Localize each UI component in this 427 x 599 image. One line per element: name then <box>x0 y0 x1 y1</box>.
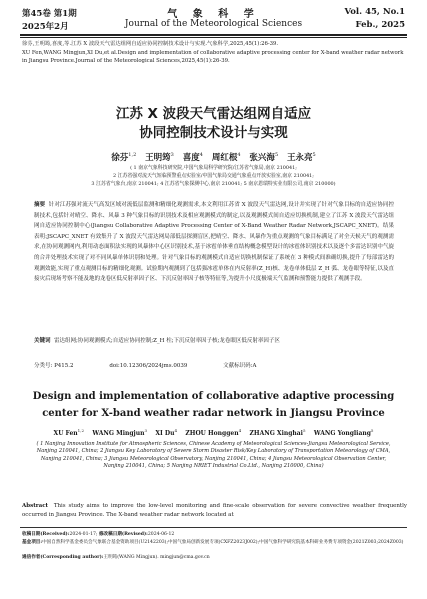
date-cn: 2025年2月 <box>22 22 69 32</box>
author-en: XU Fen$^{1,2}$ <box>53 428 85 437</box>
abstract-en-text: This study aims to improve the low-level monitoring and fine-scale observation for severe convective weather frequently occurred in Jiangsu Province. The X-band weather radar network located at <box>22 503 407 518</box>
document-code: 文献标识码:A <box>223 363 257 369</box>
affiliation-cn-line2: 2 江苏省强对流天气短临预警重点实验室/中国气象局交通气象重点开放实验室,南京 210041; <box>113 173 314 179</box>
affiliation-cn-line3: 3 江苏省气象台,南京 210041; 4 江苏省气象探测中心,南京 210041; 5 南京恩瑞特实业有限公司,南京 210000) <box>91 181 336 187</box>
keywords-cn-label: 关键词 <box>34 338 51 344</box>
footnote-funding: 基金项目:中国自然科学基金委员会气象联合基金资助项目(U2142203);中国气象局创新发展专项(CXFZ2023J002);中国气象科学研究院基本科研业务费专项资金(2021Z003;2024Z003) <box>22 540 404 545</box>
title-en-line1: Design and implementation of collaborative adaptive processing <box>32 391 395 402</box>
citation-cn: 徐芬,王明筠,喜度,等.江苏 X 波段天气雷达组网自适应协同控制技术设计与实现.气象科学,2025,45(1):26-39. <box>22 41 279 47</box>
title-en-line2: center for X-band weather radar network in Jiangsu Province <box>42 408 385 419</box>
title-cn-line1: 江苏 X 波段天气雷达组网自适应 <box>115 106 312 122</box>
abstract-cn-text: 针对江苏强对流天气高发区域对流低层监测和精细化观测需求,本文利用江苏省 X 波段天气雷达网,设计并实现了针对气象目标的自适应协同控制技术,包括针对晴空、降水、风暴 3 种气象目标的识别技术及相应观测模式的制定,以及观测模式间自适应切换机制,建立了江苏 X 波段天气雷达组网自适应协同控制中心(Jiangsu Collaborative Adaptive Processing Center of X-Band Weather Radar Network,JSCAPC_XNET)。结果表明:JSCAPC_XNET 有效集升了 X 波段天气雷达网局部低层探测盲区,把晴空、降水、风暴作为重点观测的气象目标满足了对全天候天气的观测需求,在协同观测网内,利用动态面积法实现的风暴体中心区识别技术,基于冰雹单体垂直结构概念模型设计的冰雹体识别技术以及逐个多雷达识别中气旋的合并处理技术实现了对不同风暴单体识别和处理。针对气象目标的观测模式自适应切换机制保证了系统在 3 种模式间准确切换,提升了每部雷达的观测效能,实现了重点观测目标的精细化观测。试验期内观测到了包括强冰雹单体在内反射率(Z_H)核、龙卷单体低层 Z_H 弧、龙卷眼等特征,以及直接灾后现场考察不能及地的龙卷区低反射率因子区、下沉反射率因子核等特征等,为提升小尺度极端天气监测和预警能力提供了观测手段。 <box>34 202 394 283</box>
author-en: WANG Yongliang$^5$ <box>313 428 374 437</box>
abstract-cn-label: 摘要 <box>34 202 46 208</box>
author-en: XI Du$^4$ <box>155 428 178 437</box>
authors-en <box>0 428 427 437</box>
author-en: ZHANG Xinghai$^5$ <box>249 428 306 437</box>
doi: doi:10.12306/2024jms.0039 <box>109 363 188 369</box>
abstract-en <box>22 502 407 519</box>
keywords-cn <box>34 336 394 347</box>
journal-name-cn: 气 象 科 学 <box>167 9 260 20</box>
citation <box>22 40 407 66</box>
author-en: WANG Mingjun$^3$ <box>92 428 148 437</box>
author-cn: 徐芬$^{1,2}$ <box>111 152 137 163</box>
affiliations-en: ( 1 Nanjing Innovation Institute for Atmospheric Sciences, Chinese Academy of Meteorological Sciences-Jiangsu Meteorological Service, Nanjing 210041, China; 2 Jiangsu Key Laboratory of Severe Storm Disaster Risk/Key Laboratory of Transportation Meteorology of CMA, Nanjing 210041, China; 3 Jiangsu Meteorological Observatory, Nanjing 210041, China; 4 Jiangsu Meteorological Observation Center, Nanjing 210041, China; 5 Nanjing NRIET Industrial Co.Ltd., Nanjing 210000, China) <box>36 441 391 470</box>
header-rule-thin <box>20 37 407 38</box>
abstract-en-label: Abstract <box>22 503 49 509</box>
footnote-rule <box>20 527 407 528</box>
date-en: Feb., 2025 <box>355 20 405 30</box>
title-cn-line2: 协同控制技术设计与实现 <box>139 125 288 141</box>
article-metadata-cn <box>34 362 394 370</box>
author-en: ZHOU Honggen$^4$ <box>185 428 242 437</box>
volume-issue-en: Vol. 45, No.1 <box>344 7 405 17</box>
citation-en: XU Fen,WANG Mingjun,XI Du,et al.Design and implementation of collaborative adaptive processing center for X-band weather radar network in Jiangsu Province.Journal of the Meteorological Sciences,2025,45(1):26-39. <box>22 49 404 65</box>
volume-issue-cn: 第45卷 第1期 <box>22 9 77 19</box>
author-cn: 王明筠$^3$ <box>145 152 174 163</box>
author-cn: 周红根$^4$ <box>211 152 241 163</box>
abstract-cn <box>34 200 394 285</box>
affiliation-cn-line1: ( 1 南京气象科技研究院,中国气象局科学研究院/江苏省气象局,南京 210041; <box>130 165 297 171</box>
footnote-corresponding-author: 通信作者(Corresponding author):王明筠(WANG Mingjun). mingjun@cma.gov.cn <box>22 555 210 560</box>
footnote-received: 收稿日期(Received):2024-01-17; 修改稿日期(Revised):2024-06-12 <box>22 532 175 537</box>
clc-number: 分类号: P415.2 <box>34 363 74 369</box>
keywords-cn-text: 雷达组网;协同观测模式;自适应协同控制;Z_H 柱;下沉反射率因子核;龙卷眼区低反射率因子区 <box>54 338 280 344</box>
author-cn: 张兴海$^5$ <box>249 152 279 163</box>
author-cn: 喜度$^4$ <box>182 152 203 163</box>
header-rule-thick <box>20 34 407 36</box>
journal-name-en: Journal of the Meteorological Sciences <box>124 19 303 29</box>
author-cn: 王永亮$^5$ <box>287 152 316 163</box>
authors-cn <box>0 151 427 163</box>
